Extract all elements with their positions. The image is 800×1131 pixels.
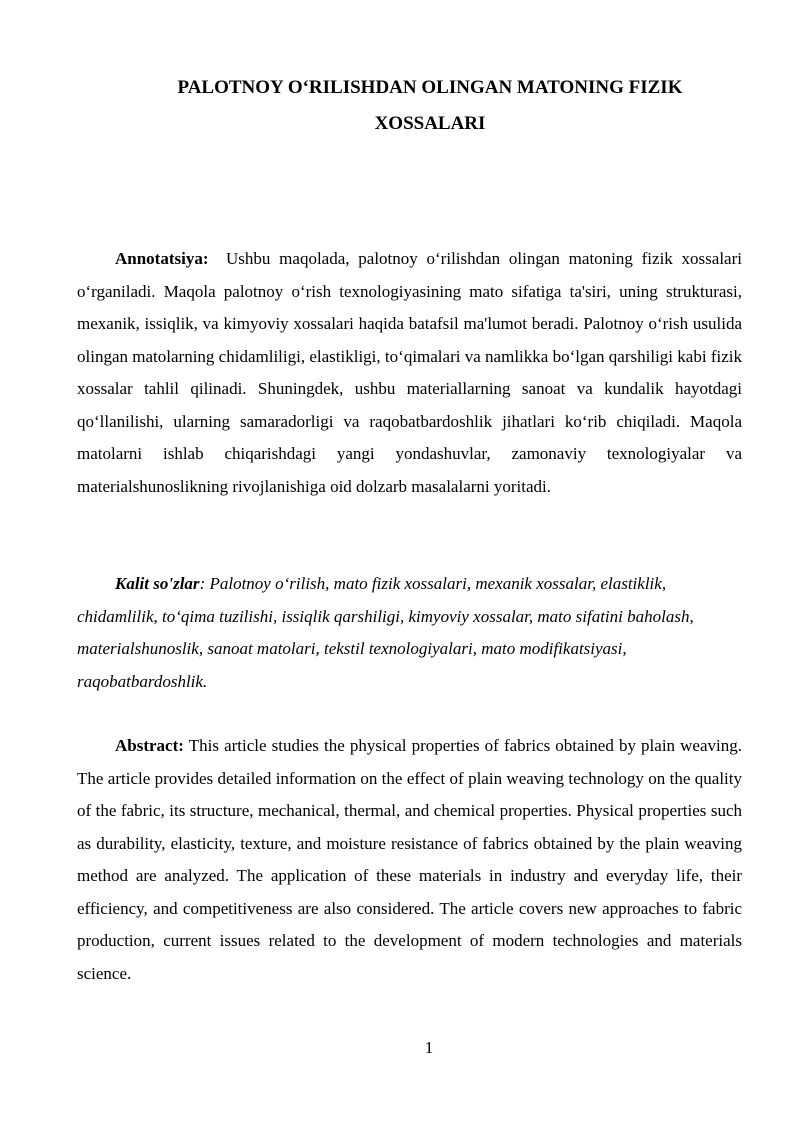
annotation-text: Ushbu maqolada, palotnoy o‘rilishdan olingan matoning fizik xossalari o‘rganiladi. Maqola palotnoy o‘rish texnologiyasining mato sifatiga ta'siri, uning strukturasi, mexanik, issiqlik, va kimyoviy xossalari haqida batafsil ma'lumot beradi. Palotnoy o‘rish usulida olingan matolarning chidamliligi, elastikligi, to‘qimalari va namlikka bo‘lgan qarshiligi kabi fizik xossalar tahlil qilinadi. Shuningdek, ushbu materiallarning sanoat va kundalik hayotdagi qo‘llanilishi, ularning samaradorligi va raqobatbardoshlik jihatlari ko‘rib chiqiladi. Maqola matolarni ishlab chiqarishdagi yangi yondashuvlar, zamonaviy texnologiyalar va materialshunoslikning rivojlanishiga oid dolzarb masalalarni yoritadi. <box>77 249 742 496</box>
keywords-label: Kalit so'zlar <box>115 574 200 593</box>
abstract-text: This article studies the physical properties of fabrics obtained by plain weaving. The article provides detailed information on the effect of plain weaving technology on the quality of the fabric, its structure, mechanical, thermal, and chemical properties. Physical properties such as durability, elasticity, texture, and moisture resistance of fabrics obtained by the plain weaving method are analyzed. The application of these materials in industry and everyday life, their efficiency, and competitiveness are also considered. The article covers new approaches to fabric production, current issues related to the development of modern technologies and materials science. <box>77 736 743 983</box>
keywords-text: : Palotnoy o‘rilish, mato fizik xossalari, mexanik xossalar, elastiklik, chidamlilik, to‘qima tuzilishi, issiqlik qarshiligi, kimyoviy xossalar, mato sifatini baholash, materialshunoslik, sanoat matolari, tekstil texnologiyalari, mato modifikatsiyasi, raqobatbardoshlik. <box>77 574 694 691</box>
abstract-label: Abstract: <box>115 736 184 755</box>
annotation-paragraph <box>77 243 742 503</box>
keywords-paragraph <box>77 568 742 698</box>
page-number: 1 <box>424 1038 434 1057</box>
annotation-label: Annotatsiya: <box>115 249 209 268</box>
abstract-paragraph <box>77 730 742 990</box>
article-title: PALOTNOY O‘RILISHDAN OLINGAN MATONING FIZIK XOSSALARI <box>177 77 683 134</box>
